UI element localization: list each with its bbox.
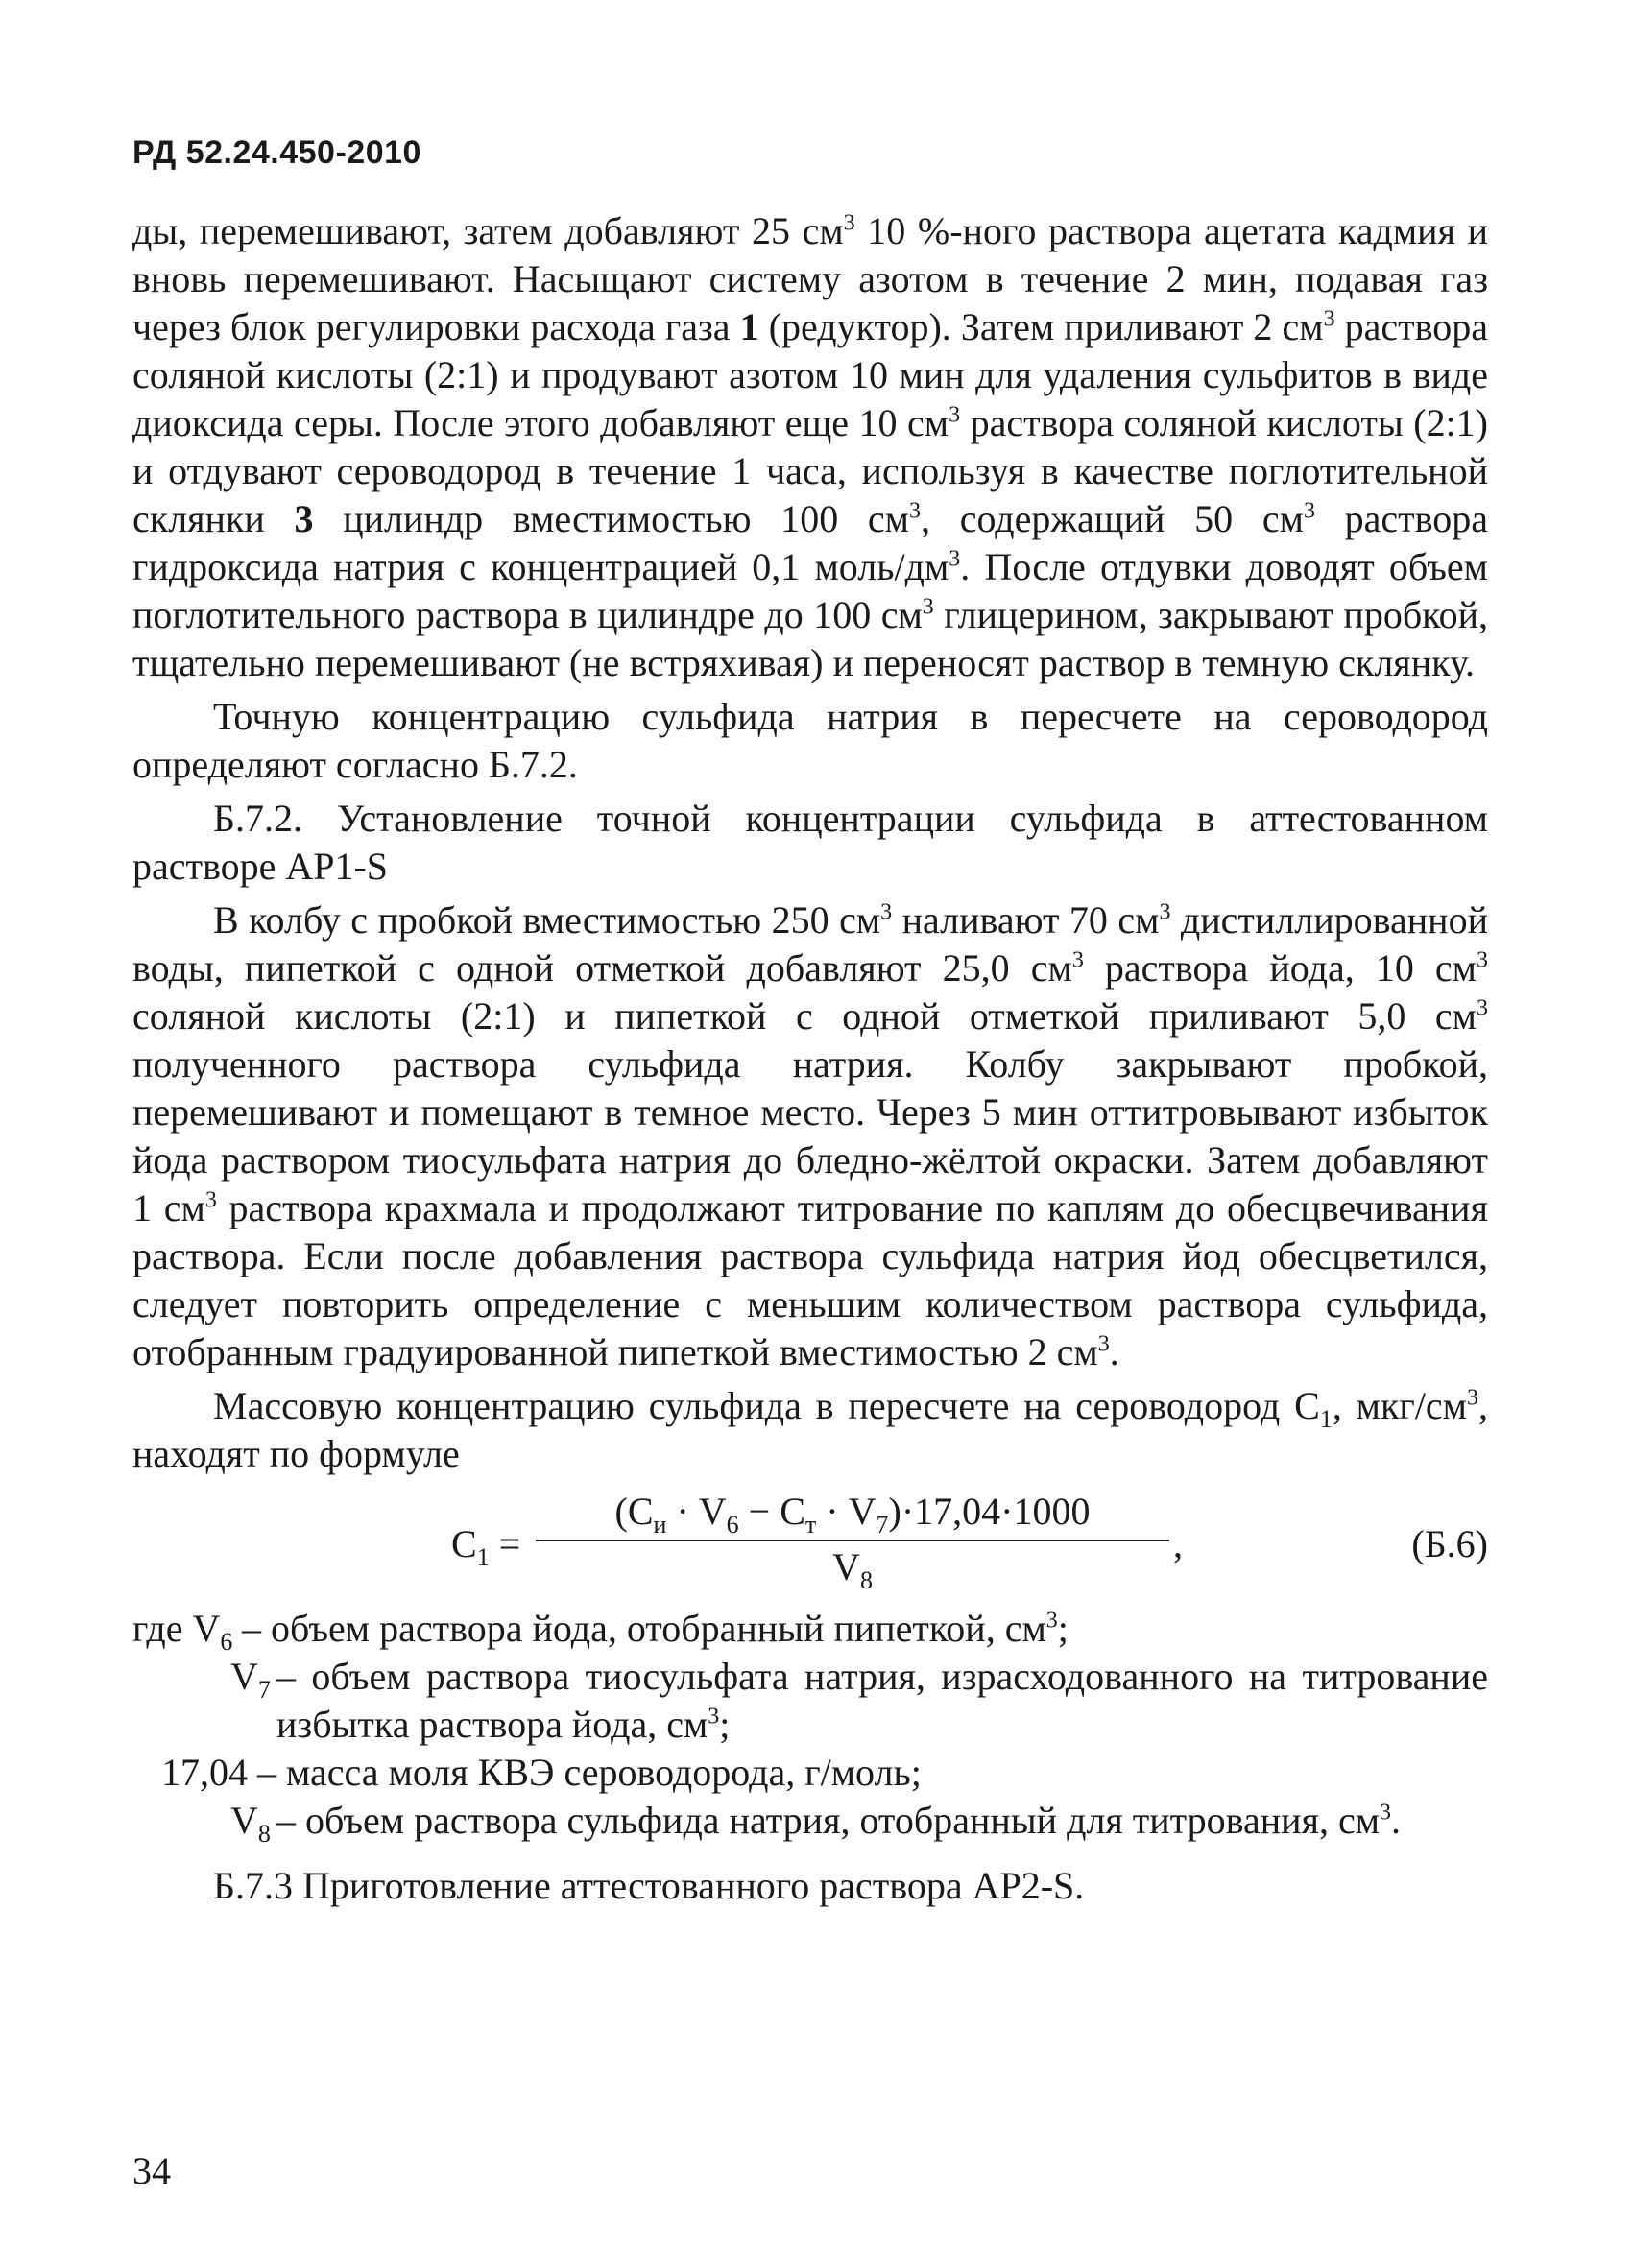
- formula-numerator: $(С_и \cdot V_6 - С_т \cdot V_7)\cdot 17,04\cdot 1000$: [536, 1488, 1169, 1541]
- paragraph-procedure: ды, перемешивают, затем добавляют 25 $см^3$ 10 %-ного раствора ацетата кадмия и вновь перемешивают. Насыщают систему азотом в течение 2 мин, подавая газ через блок регулировки расхода газа 1 (редуктор). Затем приливают 2 $см^3$ раствора соляной кислоты (2:1) и продувают азотом 10 мин для удаления сульфитов в виде диоксида серы. После этого добавляют еще 10 $см^3$ раствора соляной кислоты (2:1) и отдувают сероводород в течение 1 часа, используя в качестве поглотительной склянки 3 цилиндр вместимостью 100 $см^3$, содержащий 50 $см^3$ раствора гидроксида натрия с концентрацией 0,1 моль/$дм^3$. После отдувки доводят объем поглотительного раствора в цилиндре до 100 $см^3$ глицерином, закрывают пробкой, тщательно перемешивают (не встряхивая) и переносят раствор в темную склянку.: [132, 209, 1489, 684]
- formula-b6: [132, 1488, 1488, 1595]
- definition-v6: где $V_6$ – объем раствора йода, отобранный пипеткой, $см^3$;: [132, 1607, 1069, 1656]
- section-heading-b73: Б.7.3 Приготовление аттестованного раствора АР2-S.: [213, 1864, 1085, 1907]
- page-body: [132, 207, 1488, 1910]
- formula-fraction: [536, 1488, 1169, 1594]
- definition-1704: 17,04 – масса моля КВЭ сероводорода, г/моль;: [161, 1751, 922, 1794]
- paragraph-formula-intro: Массовую концентрацию сульфида в пересчете на сероводород $С_1$, мкг/$см^3$, находят по формуле: [132, 1384, 1488, 1475]
- formula-denominator: $V_8$: [832, 1545, 873, 1594]
- definition-v8: $V_8$ – объем раствора сульфида натрия, отобранный для титрования, $см^3$.: [230, 1799, 1402, 1848]
- paragraph-titration: В колбу с пробкой вместимостью 250 $см^3$ наливают 70 $см^3$ дистиллированной воды, пипеткой с одной отметкой добавляют 25,0 $см^3$ раствора йода, 10 $см^3$ соляной кислоты (2:1) и пипеткой с одной отметкой приливают 5,0 $см^3$ полученного раствора сульфида натрия. Колбу закрывают пробкой, перемешивают и помещают в темное место. Через 5 мин оттитровывают избыток йода раствором тиосульфата натрия до бледно-жёлтой окраски. Затем добавляют 1 $см^3$ раствора крахмала и продолжают титрование по каплям до обесцвечивания раствора. Если после добавления раствора сульфида натрия йод обесцветился, следует повторить определение с меньшим количеством раствора сульфида, отобранным градуированной пипеткой вместимостью 2 $см^3$.: [132, 898, 1488, 1373]
- formula-lhs: $С_1$ =: [451, 1522, 521, 1571]
- definition-v7: $V_7$ – объем раствора тиосульфата натрия, израсходованного на титрование избытка раствора йода, $см^3$;: [230, 1655, 1488, 1746]
- section-heading-b72: Б.7.2. Установление точной концентрации сульфида в аттестованном растворе АР1-S: [132, 797, 1488, 888]
- formula-comma: ,: [1173, 1522, 1183, 1565]
- variable-definitions: [132, 1605, 1488, 1848]
- equation-number: (Б.6): [1411, 1522, 1488, 1565]
- document-code-header: РД 52.24.450-2010: [132, 134, 421, 171]
- paragraph-exact-concentration: Точную концентрацию сульфида натрия в пересчете на сероводород определяют согласно Б.7.2.: [132, 695, 1488, 786]
- page-number: 34: [132, 2149, 171, 2192]
